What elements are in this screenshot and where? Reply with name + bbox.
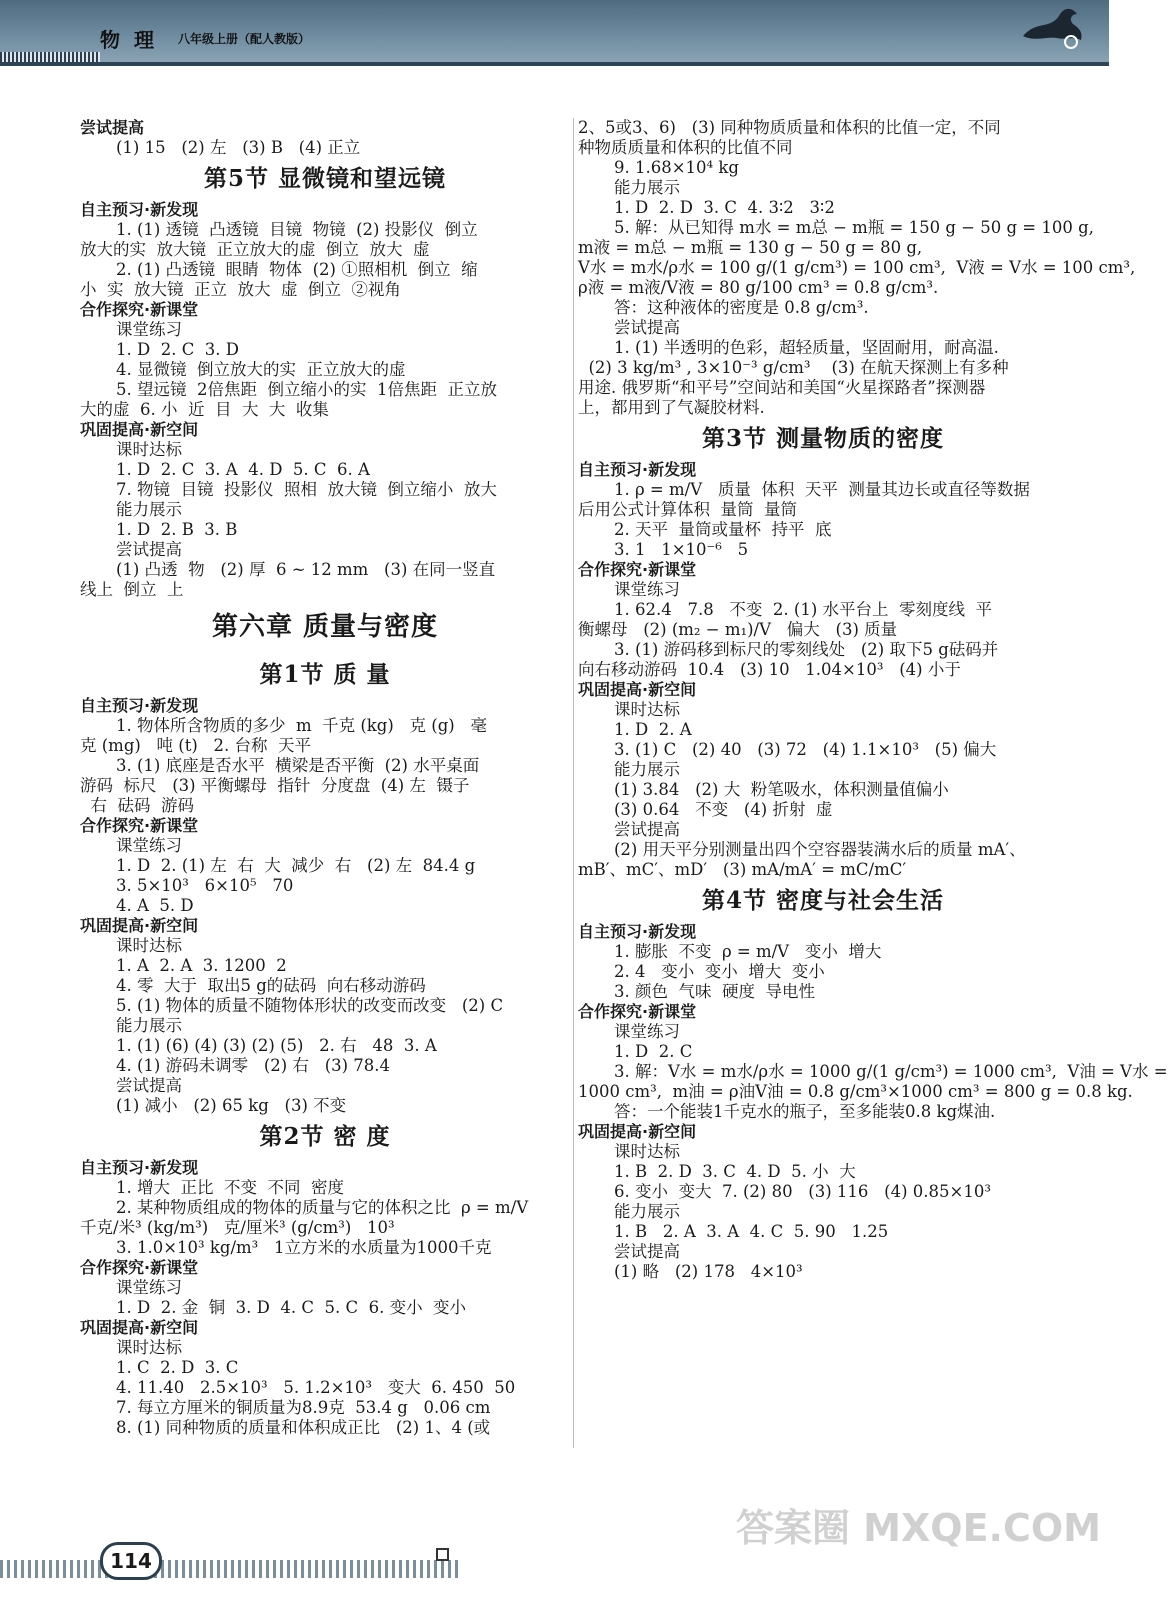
subpart-label: 课时达标: [116, 440, 182, 459]
subpart-label: 课时达标: [116, 936, 182, 955]
answer-line: 1. D 2. 金 铜 3. D 4. C 5. C 6. 变小 变小: [116, 1298, 467, 1317]
answer-line: 4. A 5. D: [116, 896, 194, 915]
answer-continuation: 千克/米³ (kg/m³) 克/厘米³ (g/cm³) 10³: [80, 1218, 395, 1237]
subpart-label: 能力展示: [614, 178, 680, 197]
answer-continuation: m液 = m总 − m瓶 = 130 g − 50 g = 80 g,: [578, 238, 923, 257]
answer-line: 3. 颜色 气味 硬度 导电性: [614, 982, 815, 1001]
answer-line: 答：一个能装1千克水的瓶子，至多能装0.8 kg煤油.: [614, 1102, 996, 1121]
answer-continuation: mB′、mC′、mD′ (3) mA/mA′ = mC/mC′: [578, 860, 907, 879]
answer-line: 7. 物镜 目镜 投影仪 照相 放大镜 倒立缩小 放大: [116, 480, 497, 499]
part-label: 自主预习·新发现: [80, 200, 199, 219]
answer-continuation: 线上 倒立 上: [80, 580, 184, 599]
answer-line: 1. 增大 正比 不变 不同 密度: [116, 1178, 344, 1197]
answer-line: 8. (1) 同种物质的质量和体积成正比 (2) 1、4 (或: [116, 1418, 491, 1437]
page-header: [0, 0, 1109, 62]
answer-line: 5. 解：从已知得 m水 = m总 − m瓶 = 150 g − 50 g = 100 g,: [614, 218, 1094, 237]
answer-line: 2. 某种物质组成的物体的质量与它的体积之比 ρ = m/V: [116, 1198, 529, 1217]
section-heading: 第5节 显微镜和望远镜: [203, 165, 446, 192]
answer-line: 3. 解：V水 = m水/ρ水 = 1000 g/(1 g/cm³) = 1000 cm³, V油 = V水 =: [614, 1062, 1168, 1081]
column-divider: [573, 118, 574, 1448]
answer-line: 3. 1.0×10³ kg/m³ 1立方米的水质量为1000千克: [116, 1238, 492, 1257]
answer-line: (2) 用天平分别测量出四个空容器装满水后的质量 mA′、: [614, 840, 1026, 859]
bird-logo-icon: [1019, 2, 1087, 58]
answer-line: 1. 物体所含物质的多少 m 千克 (kg) 克 (g) 毫: [116, 716, 487, 735]
chapter-heading: 第六章 质量与密度: [211, 612, 439, 642]
answer-line: 1. D 2. C 3. A 4. D 5. C 6. A: [116, 460, 370, 479]
answer-line: 4. 显微镜 倒立放大的实 正立放大的虚: [116, 360, 406, 379]
subpart-label: 课时达标: [614, 1142, 680, 1161]
subpart-label: 尝试提高: [614, 820, 680, 839]
left-column: [80, 118, 570, 1438]
part-label: 自主预习·新发现: [80, 1158, 199, 1177]
answer-line: 5. (1) 物体的质量不随物体形状的改变而改变 (2) C: [116, 996, 504, 1015]
answer-continuation: 2、5或3、6) (3) 同种物质质量和体积的比值一定，不同: [578, 118, 1001, 137]
section-heading: 第1节 质 量: [259, 661, 391, 688]
answer-line: 3. 5×10³ 6×10⁵ 70: [116, 876, 294, 895]
answer-line: 1. D 2. (1) 左 右 大 减少 右 (2) 左 84.4 g: [116, 856, 476, 875]
answer-continuation: 克 (mg) 吨 (t) 2. 台称 天平: [80, 736, 312, 755]
watermark: 答案圈 MXQE.COM: [735, 1506, 1101, 1550]
answer-continuation: 小 实 放大镜 正立 放大 虚 倒立 ②视角: [80, 280, 401, 299]
answer-line: 1. ρ = m/V 质量 体积 天平 测量其边长或直径等数据: [614, 480, 1030, 499]
answer-line: (1) 略 (2) 178 4×10³: [614, 1262, 803, 1281]
subpart-label: 课堂练习: [614, 1022, 680, 1041]
subpart-label: 课堂练习: [116, 1278, 182, 1297]
part-label: 自主预习·新发现: [578, 922, 697, 941]
subpart-label: 尝试提高: [116, 1076, 182, 1095]
answer-line: 2. (1) 凸透镜 眼睛 物体 (2) ①照相机 倒立 缩: [116, 260, 478, 279]
answer-line: 答：这种液体的密度是 0.8 g/cm³.: [614, 298, 869, 317]
answer-line: (1) 3.84 (2) 大 粉笔吸水，体积测量值偏小: [614, 780, 949, 799]
answer-line: 2. 4 变小 变小 增大 变小: [614, 962, 825, 981]
answer-line: 4. (1) 游码未调零 (2) 右 (3) 78.4: [116, 1056, 391, 1075]
answer-line: 1. B 2. A 3. A 4. C 5. 90 1.25: [614, 1222, 889, 1241]
subpart-label: 课时达标: [614, 700, 680, 719]
answer-line: 3. 1 1×10⁻⁶ 5: [614, 540, 749, 559]
answer-line: 1. C 2. D 3. C: [116, 1358, 239, 1377]
subpart-label: 能力展示: [614, 760, 680, 779]
answer-continuation: ρ液 = m液/V液 = 80 g/100 cm³ = 0.8 g/cm³.: [578, 278, 939, 297]
part-label: 尝试提高: [80, 118, 145, 137]
answer-continuation: (2) 3 kg/m³ , 3×10⁻³ g/cm³ (3) 在航天探测上有多种: [578, 358, 1009, 377]
part-label: 巩固提高·新空间: [578, 680, 697, 699]
answer-continuation: 衡螺母 (2) (m₂ − m₁)/V 偏大 (3) 质量: [578, 620, 898, 639]
subpart-label: 课堂练习: [614, 580, 680, 599]
answer-line: 2. 天平 量筒或量杯 持平 底: [614, 520, 832, 539]
part-label: 合作探究·新课堂: [578, 560, 697, 579]
answer-line: (3) 0.64 不变 (4) 折射 虚: [614, 800, 833, 819]
answer-line: 1. 膨胀 不变 ρ = m/V 变小 增大: [614, 942, 882, 961]
part-label: 合作探究·新课堂: [80, 300, 199, 319]
answer-continuation: 后用公式计算体积 量筒 量筒: [578, 500, 797, 519]
section-heading: 第2节 密 度: [259, 1123, 391, 1150]
answer-continuation: 右 砝码 游码: [80, 796, 194, 815]
part-label: 自主预习·新发现: [80, 696, 199, 715]
answer-line: 3. (1) 底座是否水平 横梁是否平衡 (2) 水平桌面: [116, 756, 480, 775]
subpart-label: 能力展示: [116, 1016, 182, 1035]
grade-subtitle: 八年级上册（配人教版）: [178, 32, 311, 46]
part-label: 合作探究·新课堂: [80, 1258, 199, 1277]
footer-decoration: [0, 1560, 460, 1578]
answer-continuation: 游码 标尺 (3) 平衡螺母 指针 分度盘 (4) 左 镊子: [80, 776, 470, 795]
answer-continuation: 放大的实 放大镜 正立放大的虚 倒立 放大 虚: [80, 240, 430, 259]
section-heading: 第4节 密度与社会生活: [701, 887, 944, 914]
subpart-label: 能力展示: [116, 500, 182, 519]
answer-line: 1. D 2. C: [614, 1042, 693, 1061]
answer-line: 5. 望远镜 2倍焦距 倒立缩小的实 1倍焦距 正立放: [116, 380, 497, 399]
footer-square-icon: [436, 1548, 449, 1561]
answer-continuation: 向右移动游码 10.4 (3) 10 1.04×10³ (4) 小于: [578, 660, 961, 679]
section-heading: 第3节 测量物质的密度: [701, 425, 944, 452]
subject-title: 物理: [100, 28, 168, 52]
answer-continuation: 种物质质量和体积的比值不同: [578, 138, 793, 157]
answer-line: 1. D 2. A: [614, 720, 692, 739]
answer-line: 1. D 2. D 3. C 4. 3∶2 3∶2: [614, 198, 835, 217]
page-number: 114: [100, 1542, 162, 1580]
subpart-label: 课时达标: [116, 1338, 182, 1357]
answer-line: 4. 11.40 2.5×10³ 5. 1.2×10³ 变大 6. 450 50: [116, 1378, 516, 1397]
subpart-label: 课堂练习: [116, 836, 182, 855]
part-label: 巩固提高·新空间: [80, 916, 199, 935]
subpart-label: 尝试提高: [116, 540, 182, 559]
subpart-label: 能力展示: [614, 1202, 680, 1221]
answer-line: 7. 每立方厘米的铜质量为8.9克 53.4 g 0.06 cm: [116, 1398, 491, 1417]
answer-continuation: V水 = m水/ρ水 = 100 g/(1 g/cm³) = 100 cm³, V液 = V水 = 100 cm³,: [578, 258, 1136, 277]
part-label: 合作探究·新课堂: [80, 816, 199, 835]
subpart-label: 课堂练习: [116, 320, 182, 339]
subpart-label: 尝试提高: [614, 1242, 680, 1261]
answer-line: 9. 1.68×10⁴ kg: [614, 158, 739, 177]
answer-line: (1) 凸透 物 (2) 厚 6 ~ 12 mm (3) 在同一竖直: [116, 560, 496, 579]
answer-line: (1) 15 (2) 左 (3) B (4) 正立: [116, 138, 361, 157]
answer-line: 1. (1) 半透明的色彩，超轻质量，坚固耐用，耐高温.: [614, 338, 999, 357]
answer-line: 4. 零 大于 取出5 g的砝码 向右移动游码: [116, 976, 426, 995]
answer-line: 6. 变小 变大 7. (2) 80 (3) 116 (4) 0.85×10³: [614, 1182, 991, 1201]
answer-line: 1. (1) (6) (4) (3) (2) (5) 2. 右 48 3. A: [116, 1036, 437, 1055]
part-label: 自主预习·新发现: [578, 460, 697, 479]
answer-line: 1. A 2. A 3. 1200 2: [116, 956, 287, 975]
answer-line: 1. D 2. C 3. D: [116, 340, 240, 359]
part-label: 巩固提高·新空间: [80, 420, 199, 439]
answer-continuation: 用途. 俄罗斯“和平号”空间站和美国“火星探路者”探测器: [578, 378, 986, 397]
answer-line: 1. 62.4 7.8 不变 2. (1) 水平台上 零刻度线 平: [614, 600, 993, 619]
answer-line: 3. (1) 游码移到标尺的零刻线处 (2) 取下5 g砝码并: [614, 640, 999, 659]
part-label: 合作探究·新课堂: [578, 1002, 697, 1021]
answer-continuation: 上，都用到了气凝胶材料.: [578, 398, 765, 417]
answer-continuation: 大的虚 6. 小 近 目 大 大 收集: [80, 400, 329, 419]
right-column: [578, 118, 1168, 1282]
answer-continuation: 1000 cm³, m油 = ρ油V油 = 0.8 g/cm³×1000 cm³ = 800 g = 0.8 kg.: [578, 1082, 1133, 1101]
answer-line: (1) 减小 (2) 65 kg (3) 不变: [116, 1096, 347, 1115]
answer-line: 1. B 2. D 3. C 4. D 5. 小 大: [614, 1162, 856, 1181]
answer-line: 1. (1) 透镜 凸透镜 目镜 物镜 (2) 投影仪 倒立: [116, 220, 478, 239]
answer-line: 1. D 2. B 3. B: [116, 520, 238, 539]
answer-line: 3. (1) C (2) 40 (3) 72 (4) 1.1×10³ (5) 偏大: [614, 740, 997, 759]
part-label: 巩固提高·新空间: [80, 1318, 199, 1337]
part-label: 巩固提高·新空间: [578, 1122, 697, 1141]
header-divider: [0, 62, 1109, 66]
subpart-label: 尝试提高: [614, 318, 680, 337]
